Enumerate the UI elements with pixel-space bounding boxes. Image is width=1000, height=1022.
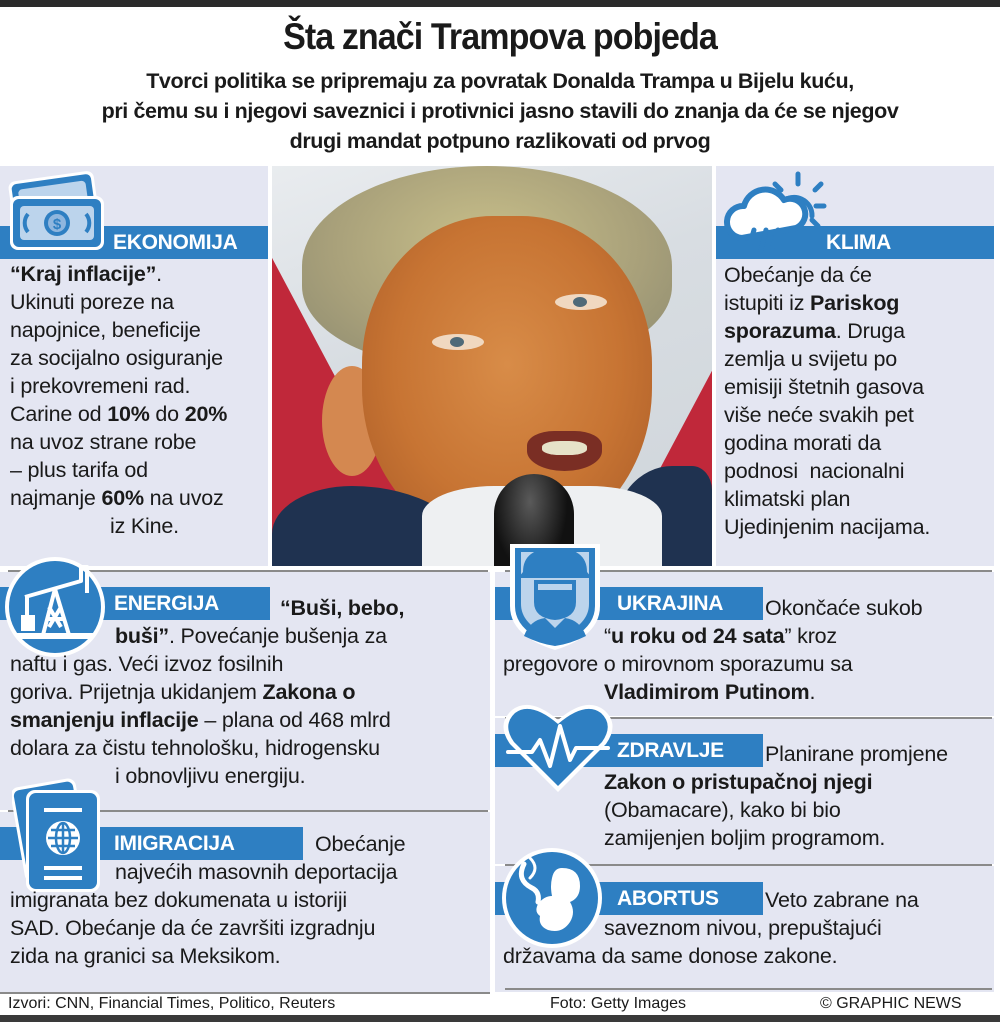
sources-credit: Izvori: CNN, Financial Times, Politico, Reuters — [8, 995, 336, 1012]
text-line: Zakon o pristupačnoj njegi — [604, 770, 873, 794]
imigracija-text — [10, 830, 490, 970]
top-rule — [0, 0, 1000, 7]
text-line: zida na granici sa Meksikom. — [10, 944, 281, 968]
photo-credit: Foto: Getty Images — [550, 995, 687, 1012]
text-line: godina morati da — [724, 431, 881, 455]
subtitle-line: drugi mandat potpuno razlikovati od prvog — [289, 129, 711, 153]
text-line: emisiji štetnih gasova — [724, 375, 924, 399]
zdravlje-text — [503, 740, 998, 852]
cloud-rain-sun-icon — [720, 168, 830, 258]
text-line: Ukinuti poreze na — [10, 290, 174, 314]
zdravlje-label: ZDRAVLJE — [617, 739, 724, 762]
text-line: Okončaće sukob — [765, 596, 923, 620]
text-line: smanjenju inflacije – plana od 468 mlrd — [10, 708, 391, 732]
svg-text:$: $ — [52, 216, 62, 233]
text-line: Ujedinjenim nacijama. — [724, 515, 931, 539]
subtitle-line: Tvorci politika se pripremaju za povratak Donalda Trampa u Bijelu kuću, — [146, 69, 854, 93]
text-line: Obećanje da će — [724, 263, 872, 287]
text-line: zamijenjen boljim programom. — [604, 826, 886, 850]
text-line: buši”. Povećanje bušenja za — [115, 624, 387, 648]
text-line: iz Kine. — [110, 514, 179, 538]
abortus-text — [503, 886, 993, 970]
ekonomija-text — [10, 260, 268, 540]
page-title: Šta znači Trampova pobjeda — [283, 16, 717, 57]
text-line: najvećih masovnih deportacija — [115, 860, 398, 884]
text-line: istupiti iz Pariskog — [724, 291, 900, 315]
text-line: imigranata bez dokumenata u istoriji — [10, 888, 347, 912]
subtitle-line: pri čemu su i njegovi saveznici i protivnici jasno stavili do znanja da će se njegov — [101, 99, 899, 123]
text-line: Obećanje — [315, 832, 406, 856]
ukrajina-text — [503, 594, 993, 706]
text-line: “Buši, bebo, — [280, 596, 405, 620]
abortus-label: ABORTUS — [617, 887, 719, 910]
klima-label: KLIMA — [826, 231, 891, 254]
energija-text — [10, 594, 490, 790]
text-line: Vladimirom Putinom. — [604, 680, 816, 704]
ukrajina-label: UKRAJINA — [617, 592, 724, 615]
copyright: © GRAPHIC NEWS — [820, 995, 962, 1012]
text-line: goriva. Prijetnja ukidanjem Zakona o — [10, 680, 356, 704]
text-line: “u roku od 24 sata” kroz — [604, 624, 837, 648]
klima-text — [724, 261, 994, 541]
text-line: napojnice, beneficije — [10, 318, 201, 342]
text-line: (Obamacare), kako bi bio — [604, 798, 841, 822]
text-line: “Kraj inflacije”. — [10, 262, 162, 286]
text-line: sporazuma. Druga — [724, 319, 905, 343]
text-line: dolara za čistu tehnološku, hidrogensku — [10, 736, 380, 760]
imigracija-label: IMIGRACIJA — [114, 832, 235, 855]
text-line: za socijalno osiguranje — [10, 346, 223, 370]
text-line: pregovore o mirovnom sporazumu sa — [503, 652, 853, 676]
money-icon — [4, 170, 106, 252]
text-line: – plus tarifa od — [10, 458, 148, 482]
trump-photo — [272, 166, 712, 566]
text-line: naftu i gas. Veći izvoz fosilnih — [10, 652, 284, 676]
divider — [505, 988, 992, 990]
text-line: Carine od 10% do 20% — [10, 402, 228, 426]
text-line: SAD. Obećanje da će završiti izgradnju — [10, 916, 376, 940]
text-line: klimatski plan — [724, 487, 851, 511]
bottom-rule — [0, 1015, 1000, 1022]
ekonomija-label: EKONOMIJA — [113, 231, 238, 254]
text-line: Planirane promjene — [765, 742, 948, 766]
text-line: zemlja u svijetu po — [724, 347, 898, 371]
energija-label: ENERGIJA — [114, 592, 219, 615]
text-line: više neće svakih pet — [724, 403, 914, 427]
text-line: Veto zabrane na — [765, 888, 919, 912]
text-line: saveznom nivou, prepuštajući — [604, 916, 882, 940]
text-line: najmanje 60% na uvoz — [10, 486, 224, 510]
text-line: i prekovremeni rad. — [10, 374, 191, 398]
text-line: na uvoz strane robe — [10, 430, 197, 454]
text-line: državama da same donose zakone. — [503, 944, 838, 968]
text-line: i obnovljivu energiju. — [115, 764, 306, 788]
text-line: podnosi nacionalni — [724, 459, 905, 483]
page-subtitle — [10, 66, 990, 156]
